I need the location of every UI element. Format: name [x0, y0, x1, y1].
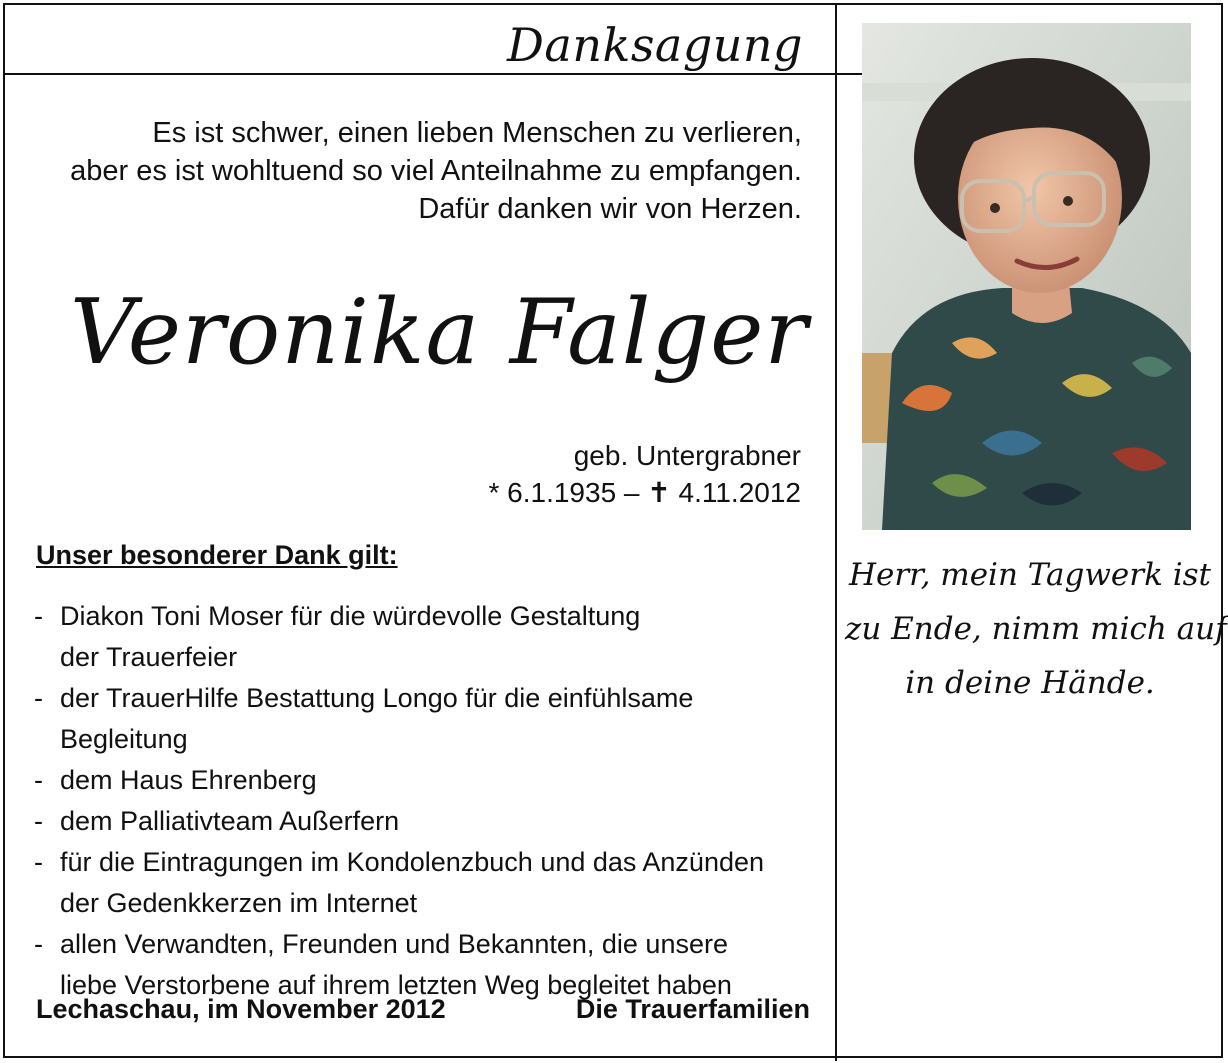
list-item: - Diakon Toni Moser für die würdevolle Gestaltung der Trauerfeier: [34, 596, 814, 678]
place-date: Lechaschau, im November 2012: [36, 994, 446, 1024]
thanks-heading: Unser besonderer Dank gilt:: [36, 540, 398, 570]
quote-line-2: aber es ist wohltuend so viel Anteilnahme zu empfangen.: [70, 155, 802, 187]
list-item: - für die Eintragungen im Kondolenzbuch und das Anzünden der Gedenkkerzen im Internet: [34, 842, 814, 924]
quote-line-3: Dafür danken wir von Herzen.: [418, 193, 802, 225]
list-item: - allen Verwandten, Freunden und Bekannten, die unsere liebe Verstorbene auf ihrem letzten Weg begleitet haben: [34, 924, 814, 1006]
deceased-name: Veronika Falger: [70, 280, 809, 385]
list-item: - der TrauerHilfe Bestattung Longo für die einfühlsame Begleitung: [34, 678, 814, 760]
heading-rule: [5, 73, 863, 75]
life-dates-block: [488, 437, 801, 511]
page-title: Danksagung: [507, 18, 803, 72]
portrait-image: [862, 23, 1191, 530]
list-item: - dem Haus Ehrenberg: [34, 760, 814, 801]
condolence-quote: [22, 114, 802, 228]
verse-line-3: in deine Hände.: [905, 665, 1155, 701]
life-dates: * 6.1.1935 – ✝ 4.11.2012: [488, 477, 801, 508]
verse-line-2: zu Ende, nimm mich auf: [845, 611, 1227, 647]
signature: Die Trauerfamilien: [575, 994, 810, 1024]
list-item: - dem Palliativteam Außerfern: [34, 801, 814, 842]
thanks-list: [34, 596, 814, 1006]
verse-line-1: Herr, mein Tagwerk ist: [848, 557, 1211, 593]
column-divider: [835, 3, 837, 1061]
quote-line-1: Es ist schwer, einen lieben Menschen zu verlieren,: [152, 117, 802, 149]
portrait-photo: [862, 23, 1191, 530]
verse: [845, 548, 1227, 710]
birth-name: geb. Untergrabner: [573, 440, 801, 471]
